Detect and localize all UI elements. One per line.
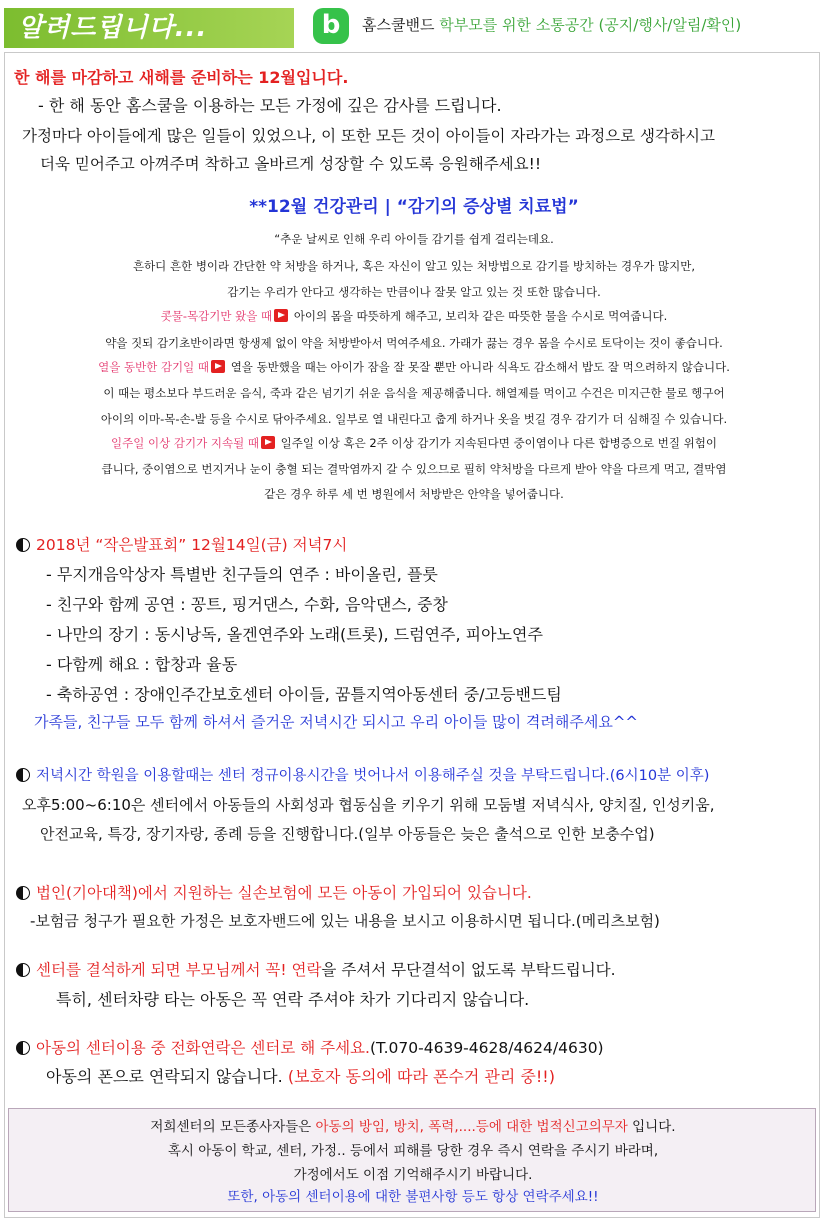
absence-line: 특히, 센터차량 타는 아동은 꼭 연락 주셔야 차가 기다리지 않습니다.	[56, 990, 530, 1009]
recital-item: - 다함께 해요 : 합창과 율동	[46, 655, 238, 674]
health-line: 큽니다, 중이염으로 번지거나 눈이 충혈 되는 결막염까지 갈 수 있으므로 필히 약처방을 다르게 받아 약을 다르게 먹고, 결막염	[101, 462, 727, 476]
arrow-icon	[261, 436, 275, 449]
intro-line: 더욱 믿어주고 아껴주며 착하고 올바르게 성장할 수 있도록 응원해주세요!!	[40, 155, 542, 173]
band-name: 홈스쿨밴드	[362, 16, 435, 34]
intro-line: - 한 해 동안 홈스쿨을 이용하는 모든 가정에 깊은 감사를 드립니다.	[38, 96, 502, 115]
health-line: 감기는 우리가 안다고 생각하는 만큼이나 잘못 알고 있는 것 또한 많습니다.	[227, 285, 601, 299]
week-symptom-text: 일주일 이상 혹은 2주 이상 감기가 지속된다면 중이염이나 다른 합병증으로 번질 위험이	[280, 436, 717, 450]
health-title: **12월 건강관리 | “감기의 증상별 치료법”	[249, 197, 579, 217]
health-line-week	[4, 430, 824, 456]
phone-line: 아동의 폰으로 연락되지 않습니다. (보호자 동의에 따라 폰수거 관리 중!!)	[46, 1067, 555, 1086]
health-line: 같은 경우 하루 세 번 병원에서 처방받은 안약을 넣어줍니다.	[264, 487, 564, 501]
reporting-notice-box	[8, 1108, 816, 1212]
intro-heading: 한 해를 마감하고 새해를 준비하는 12월입니다.	[14, 68, 349, 87]
insurance-title: 법인(기아대책)에서 지원하는 실손보험에 모든 아동이 가입되어 있습니다.	[16, 879, 532, 907]
fever-symptom-text: 열을 동반했을 때는 아이가 잠을 잘 못잘 뿐만 아니라 식욕도 감소해서 밥도 잘 먹으려하지 않습니다.	[230, 360, 730, 374]
health-line-fever	[4, 354, 824, 380]
health-line: 흔하디 흔한 병이라 간단한 약 처방을 하거나, 혹은 자신이 알고 있는 처방법으로 감기를 방치하는 경우가 많지만,	[132, 259, 696, 273]
header	[0, 0, 828, 50]
band-subtitle: 학부모를 위한 소통공간 (공지/행사/알림/확인)	[439, 16, 742, 34]
recital-closing: 가족들, 친구들 모두 함께 하셔서 즐거운 저녁시간 되시고 우리 아이들 많이 격려해주세요^^	[34, 713, 638, 731]
half-circle-bullet-icon	[16, 963, 30, 977]
recital-item: - 친구와 함께 공연 : 꽁트, 핑거댄스, 수화, 음악댄스, 중창	[46, 595, 448, 614]
health-line-cold	[4, 303, 824, 329]
health-line: 이 때는 평소보다 부드러운 음식, 죽과 같은 넘기기 쉬운 음식을 제공해줍니다. 해열제를 먹이고 수건은 미지근한 물로 헹구어	[103, 386, 725, 400]
band-app-icon[interactable]	[313, 8, 349, 44]
notice-line: 또한, 아동의 센터이용에 대한 불편사항 등도 항상 연락주세요!!	[227, 1189, 599, 1205]
health-line: “추운 날씨로 인해 우리 아이들 감기를 쉽게 걸리는데요.	[274, 232, 554, 246]
center-phone-number: (T.070-4639-4628/4624/4630)	[369, 1039, 604, 1057]
absence-title: 센터를 결석하게 되면 부모님께서 꼭! 연락을 주셔서 무단결석이 없도록 부탁드립니다.	[16, 956, 616, 984]
recital-item: - 축하공연 : 장애인주간보호센터 아이들, 꿈틀지역아동센터 중/고등밴드팀	[46, 685, 562, 704]
cold-symptom-text: 아이의 몸을 따뜻하게 해주고, 보리차 같은 따뜻한 물을 수시로 먹여줍니다.	[293, 309, 668, 323]
half-circle-bullet-icon	[16, 768, 30, 782]
evening-line: 오후5:00~6:10은 센터에서 아동들의 사회성과 협동심을 키우기 위해 모둠별 저녁식사, 양치질, 인성키움,	[22, 796, 715, 814]
recital-title: 2018년 “작은발표회” 12월14일(금) 저녁7시	[16, 531, 347, 559]
notice-line: 혹시 아동이 학교, 센터, 가정.. 등에서 피해를 당한 경우 즉시 연락을 주시기 바라며,	[167, 1143, 659, 1159]
notice-line: 저희센터의 모든종사자들은 아동의 방임, 방치, 폭력,....등에 대한 법적신고의무자 입니다.	[150, 1119, 676, 1135]
cold-symptom-label: 콧물-목감기만 왔을 때	[160, 309, 273, 323]
arrow-icon	[274, 309, 288, 322]
arrow-icon	[211, 360, 225, 373]
intro-line: 가정마다 아이들에게 많은 일들이 있었으나, 이 또한 모든 것이 아이들이 자라가는 과정으로 생각하시고	[22, 127, 715, 145]
health-line: 아이의 이마-목-손-발 등을 수시로 닦아주세요. 일부로 열 내린다고 춥게 하거나 옷을 벗길 경우 감기가 더 심해질 수 있습니다.	[100, 412, 728, 426]
half-circle-bullet-icon	[16, 538, 30, 552]
fever-symptom-label: 열을 동반한 감기일 때	[98, 360, 210, 374]
band-description	[362, 14, 741, 35]
notice-line: 가정에서도 이점 기억해주시기 바랍니다.	[293, 1167, 533, 1183]
half-circle-bullet-icon	[16, 1041, 30, 1055]
phone-title: 아동의 센터이용 중 전화연락은 센터로 해 주세요.(T.070-4639-4628/4624/4630)	[16, 1034, 604, 1062]
recital-item: - 무지개음악상자 특별반 친구들의 연주 : 바이올린, 플룻	[46, 565, 438, 584]
notice-banner: 알려드립니다...	[4, 8, 294, 48]
insurance-line: -보험금 청구가 필요한 가정은 보호자밴드에 있는 내용을 보시고 이용하시면 됩니다.(메리츠보험)	[30, 912, 660, 930]
half-circle-bullet-icon	[16, 886, 30, 900]
week-symptom-label: 일주일 이상 감기가 지속될 때	[111, 436, 259, 450]
health-line: 약을 짓되 감기초반이라면 항생제 없이 약을 처방받아서 먹여주세요. 가래가 끓는 경우 몸을 수시로 토닥이는 것이 좋습니다.	[105, 336, 723, 350]
evening-title: 저녁시간 학원을 이용할때는 센터 정규이용시간을 벗어나서 이용해주실 것을 부탁드립니다.(6시10분 이후)	[16, 762, 709, 790]
recital-item: - 나만의 장기 : 동시낭독, 올겐연주와 노래(트롯), 드럼연주, 피아노연주	[46, 625, 543, 644]
evening-line: 안전교육, 특강, 장기자랑, 종례 등을 진행합니다.(일부 아동들은 늦은 출석으로 인한 보충수업)	[40, 825, 655, 843]
